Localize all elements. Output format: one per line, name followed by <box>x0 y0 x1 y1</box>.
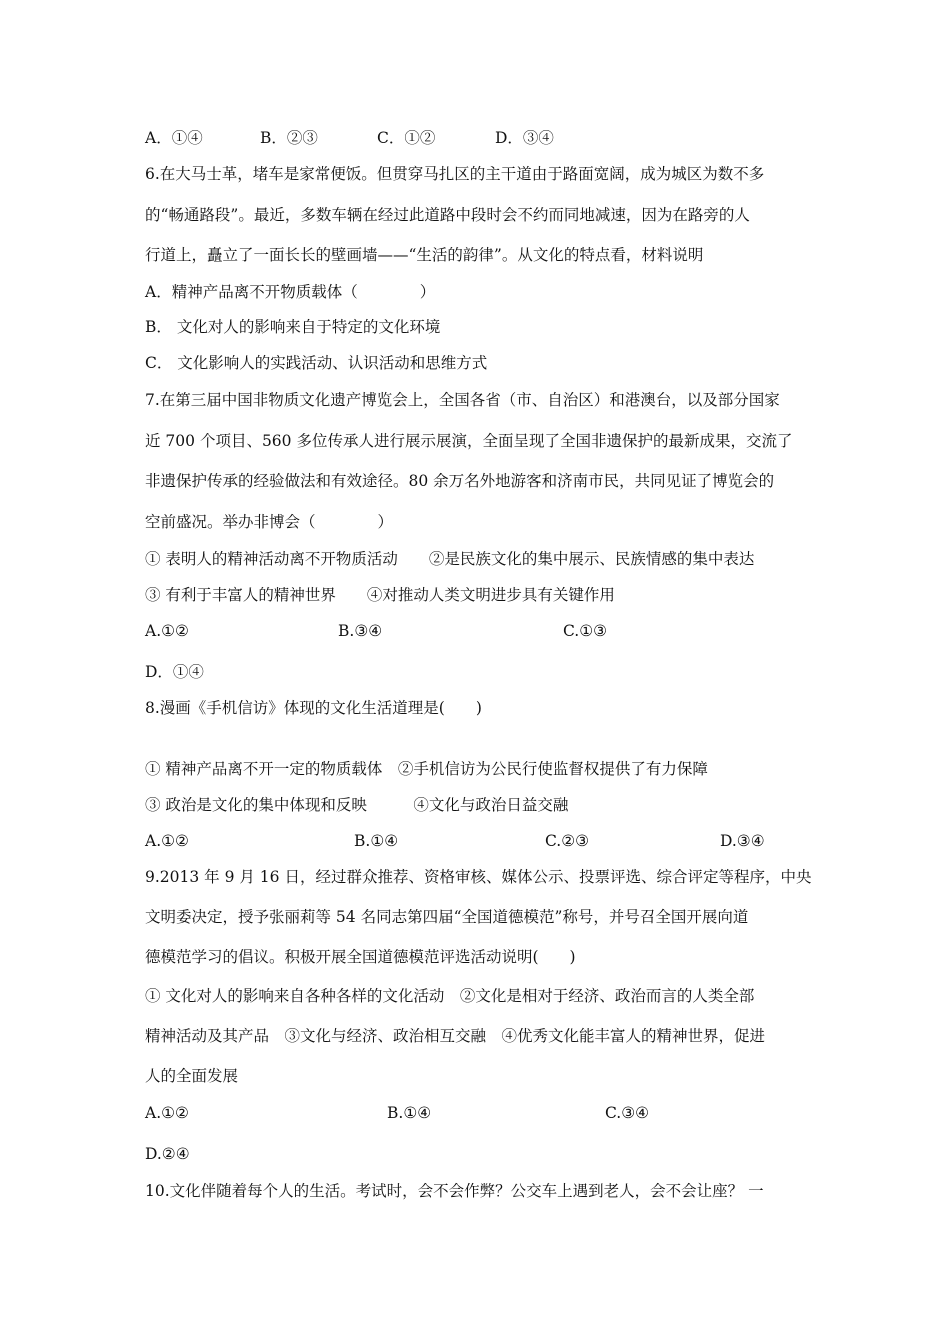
q5-option-d: D．③④ <box>495 129 554 147</box>
q7-option-b: B.③④ <box>338 622 383 640</box>
q9-statement-2: 精神活动及其产品 ③文化与经济、政治相互交融 ④优秀文化能丰富人的精神世界，促进 <box>145 1027 766 1045</box>
q9-stem-line-3: 德模范学习的倡议。积极开展全国道德模范评选活动说明( ) <box>145 948 576 966</box>
q6-stem-line-1: 6.在大马士革，堵车是家常便饭。但贯穿马扎区的主干道由于路面宽阔，成为城区为数不多 <box>145 165 765 183</box>
q9-stem-line-2: 文明委决定，授予张丽莉等 54 名同志第四届“全国道德模范”称号，并号召全国开展向道 <box>145 908 749 926</box>
q6-stem-line-3: 行道上，矗立了一面长长的壁画墙——“生活的韵律”。从文化的特点看，材料说明 <box>145 246 704 264</box>
q6-option-c: C． 文化影响人的实践活动、认识活动和思维方式 <box>145 354 488 372</box>
q9-option-d: D.②④ <box>145 1145 190 1163</box>
q5-option-a: A．①④ <box>145 129 203 147</box>
q6-option-a: A．精神产品离不开物质载体（ ） <box>145 283 436 301</box>
q7-stem-line-1: 7.在第三届中国非物质文化遗产博览会上，全国各省（市、自治区）和港澳台，以及部分国家 <box>145 391 780 409</box>
q8-option-a: A.①② <box>145 832 189 850</box>
q8-stem-line-1: 8.漫画《手机信访》体现的文化生活道理是( ) <box>145 699 482 717</box>
q6-option-b: B． 文化对人的影响来自于特定的文化环境 <box>145 318 441 336</box>
q7-stem-line-4: 空前盛况。举办非博会（ ） <box>145 513 394 531</box>
q7-statement-2: ③ 有利于丰富人的精神世界 ④对推动人类文明进步具有关键作用 <box>145 586 615 604</box>
q8-statement-2: ③ 政治是文化的集中体现和反映 ④文化与政治日益交融 <box>145 796 569 814</box>
q9-option-c: C.③④ <box>605 1104 650 1122</box>
q7-stem-line-3: 非遗保护传承的经验做法和有效途径。80 余万名外地游客和济南市民，共同见证了博览会的 <box>145 472 775 490</box>
q7-option-d: D．①④ <box>145 663 204 681</box>
q5-option-b: B．②③ <box>260 129 318 147</box>
q9-option-a: A.①② <box>145 1104 189 1122</box>
q6-stem-line-2: 的“畅通路段”。最近，多数车辆在经过此道路中段时会不约而同地减速，因为在路旁的人 <box>145 206 750 224</box>
q9-stem-line-1: 9.2013 年 9 月 16 日，经过群众推荐、资格审核、媒体公示、投票评选、综合评定等程序，中央 <box>145 868 812 886</box>
q7-option-c: C.①③ <box>563 622 608 640</box>
q8-option-d: D.③④ <box>720 832 765 850</box>
q8-option-b: B.①④ <box>354 832 399 850</box>
q8-option-c: C.②③ <box>545 832 590 850</box>
q8-statement-1: ① 精神产品离不开一定的物质载体 ②手机信访为公民行使监督权提供了有力保障 <box>145 760 708 778</box>
q7-stem-line-2: 近 700 个项目、560 多位传承人进行展示展演，全面呈现了全国非遗保护的最新成果，交流了 <box>145 432 793 450</box>
q7-option-a: A.①② <box>145 622 189 640</box>
q9-statement-1: ① 文化对人的影响来自各种各样的文化活动 ②文化是相对于经济、政治而言的人类全部 <box>145 987 755 1005</box>
q7-statement-1: ① 表明人的精神活动离不开物质活动 ②是民族文化的集中展示、民族情感的集中表达 <box>145 550 755 568</box>
q9-option-b: B.①④ <box>387 1104 432 1122</box>
q5-option-c: C．①② <box>377 129 436 147</box>
q10-stem-line-1: 10.文化伴随着每个人的生活。考试时，会不会作弊？公交车上遇到老人，会不会让座？ 一 <box>145 1182 764 1200</box>
q9-statement-3: 人的全面发展 <box>145 1067 239 1085</box>
